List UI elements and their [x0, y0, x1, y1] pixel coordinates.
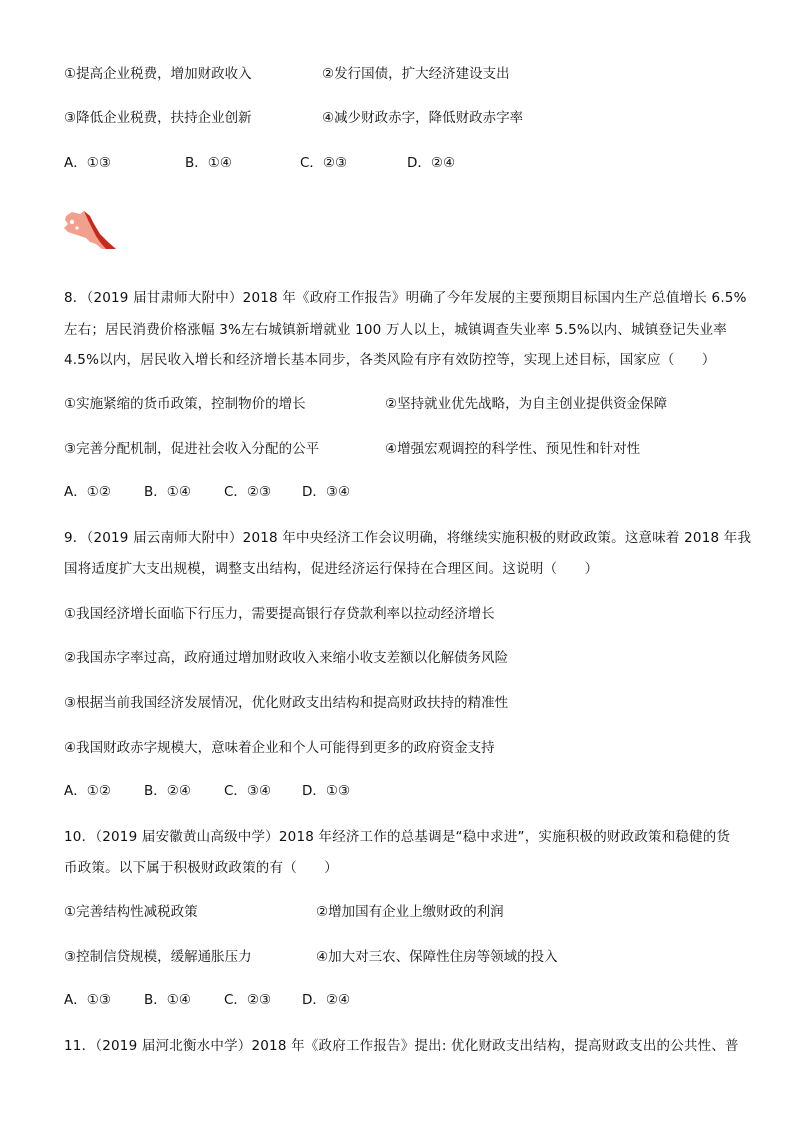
- q8-stem-line-2: 左右；居民消费价格涨幅 3%左右城镇新增就业 100 万人以上，城镇调查失业率 5.5%以内、城镇登记失业率: [64, 322, 727, 338]
- q10-option-3: ③控制信贷规模，缓解通胀压力: [64, 949, 252, 965]
- q10-stem-line-1: 10．（2019 届安徽黄山高级中学）2018 年经济工作的总基调是“稳中求进”，实施积极的财政政策和稳健的货: [64, 829, 731, 845]
- q8-stem-line-3: 4.5%以内，居民收入增长和经济增长基本同步，各类风险有序有效防控等，实现上述目标，国家应（ ）: [64, 352, 716, 368]
- q9-answer-d: D．①③: [302, 783, 351, 799]
- q9-stem-line-2: 国将适度扩大支出规模，调整支出结构，促进经济运行保持在合理区间。这说明（ ）: [64, 561, 599, 577]
- q10-answer-b: B．①④: [144, 992, 191, 1008]
- q7-option-2: ②发行国债，扩大经济建设支出: [322, 66, 510, 82]
- q8-option-1: ①实施紧缩的货币政策，控制物价的增长: [64, 396, 306, 412]
- q9-option-3: ③根据当前我国经济发展情况，优化财政支出结构和提高财政扶持的精准性: [64, 695, 509, 711]
- q8-answer-a: A．①②: [64, 484, 111, 500]
- q7-answer-d: D．②④: [407, 155, 456, 171]
- q10-answer-c: C．②③: [224, 992, 272, 1008]
- q9-answer-a: A．①②: [64, 783, 111, 799]
- q7-option-3: ③降低企业税费，扶持企业创新: [64, 110, 252, 126]
- q8-stem-line-1: 8．（2019 届甘肃师大附中）2018 年《政府工作报告》明确了今年发展的主要预期目标国内生产总值增长 6.5%: [64, 290, 747, 306]
- q9-option-2: ②我国赤字率过高，政府通过增加财政收入来缩小收支差额以化解债务风险: [64, 650, 509, 666]
- q10-option-4: ④加大对三农、保障性住房等领域的投入: [316, 949, 558, 965]
- q9-answer-c: C．③④: [224, 783, 272, 799]
- q7-answer-c: C．②③: [300, 155, 348, 171]
- q9-stem-line-1: 9．（2019 届云南师大附中）2018 年中央经济工作会议明确，将继续实施积极的财政政策。这意味着 2018 年我: [64, 530, 752, 546]
- q8-answer-c: C．②③: [224, 484, 272, 500]
- decorative-logo-image: [62, 208, 118, 250]
- q7-option-1: ①提高企业税费，增加财政收入: [64, 66, 252, 82]
- q10-stem-line-2: 币政策。以下属于积极财政政策的有（ ）: [64, 860, 338, 876]
- q9-option-1: ①我国经济增长面临下行压力，需要提高银行存贷款利率以拉动经济增长: [64, 606, 495, 622]
- q10-answer-a: A．①③: [64, 992, 111, 1008]
- q9-option-4: ④我国财政赤字规模大，意味着企业和个人可能得到更多的政府资金支持: [64, 740, 495, 756]
- q8-option-3: ③完善分配机制，促进社会收入分配的公平: [64, 441, 320, 457]
- q8-option-4: ④增强宏观调控的科学性、预见性和针对性: [385, 441, 641, 457]
- q8-answer-b: B．①④: [144, 484, 191, 500]
- q11-stem-line-1: 11．（2019 届河北衡水中学）2018 年《政府工作报告》提出: 优化财政支出结构，提高财政支出的公共性、普: [64, 1038, 739, 1054]
- q9-answer-b: B．②④: [144, 783, 191, 799]
- q10-option-1: ①完善结构性减税政策: [64, 904, 198, 920]
- q7-answer-b: B．①④: [185, 155, 232, 171]
- q8-option-2: ②坚持就业优先战略，为自主创业提供资金保障: [385, 396, 668, 412]
- q7-option-4: ④减少财政赤字，降低财政赤字率: [322, 110, 524, 126]
- q10-option-2: ②增加国有企业上缴财政的利润: [316, 904, 504, 920]
- q7-answer-a: A．①③: [64, 155, 111, 171]
- q10-answer-d: D．②④: [302, 992, 351, 1008]
- q8-answer-d: D．③④: [302, 484, 351, 500]
